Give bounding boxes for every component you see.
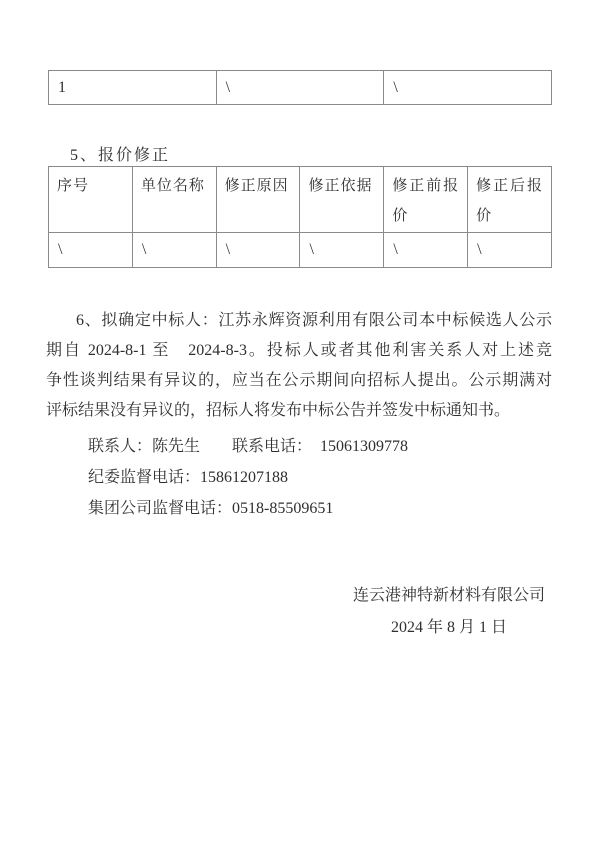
table-cell: \ [384, 71, 552, 105]
group-phone-line: 集团公司监督电话：0518-85509651 [88, 500, 334, 517]
table-row [49, 233, 552, 268]
column-header-correction-reason: 修正原因 [216, 167, 300, 233]
signature-company: 连云港神特新材料有限公司 [352, 587, 545, 604]
table-cell: 1 [49, 71, 217, 105]
contact-block [88, 431, 600, 524]
discipline-phone-line: 纪委监督电话：15861207188 [88, 469, 289, 486]
column-header-correction-basis: 修正依据 [300, 167, 384, 233]
table-cell: \ [468, 233, 552, 268]
candidate-result-table [48, 70, 552, 105]
table-row [49, 71, 552, 105]
paragraph-line: 评标结果没有异议的，招标人将发布中标公告并签发中标通知书。 [46, 402, 511, 419]
table-cell: \ [384, 233, 468, 268]
contact-person-line: 联系人：陈先生 联系电话： 15061309778 [88, 438, 409, 455]
paragraph-line: 6、拟确定中标人：江苏永辉资源利用有限公司本中标候选人公示 [76, 312, 552, 329]
paragraph-line: 期自 2024-8-1 至 2024-8-3。投标人或者其他利害关系人对上述竞 [46, 342, 552, 359]
table-cell: \ [132, 233, 216, 268]
section5-heading: 5、报价修正 [70, 147, 171, 164]
table-cell: \ [216, 71, 384, 105]
column-header-price-after: 修正后报价 [468, 167, 552, 233]
section6-paragraph [46, 306, 552, 426]
column-header-seq: 序号 [49, 167, 133, 233]
column-header-unit-name: 单位名称 [132, 167, 216, 233]
paragraph-line: 争性谈判结果有异议的，应当在公示期间向招标人提出。公示期满对 [46, 372, 552, 389]
table-cell: \ [216, 233, 300, 268]
signature-date: 2024 年 8 月 1 日 [390, 619, 507, 636]
table-cell: \ [300, 233, 384, 268]
price-correction-table [48, 166, 552, 268]
column-header-price-before: 修正前报价 [384, 167, 468, 233]
table-cell: \ [49, 233, 133, 268]
table-header-row [49, 167, 552, 233]
signature-block [353, 580, 545, 644]
